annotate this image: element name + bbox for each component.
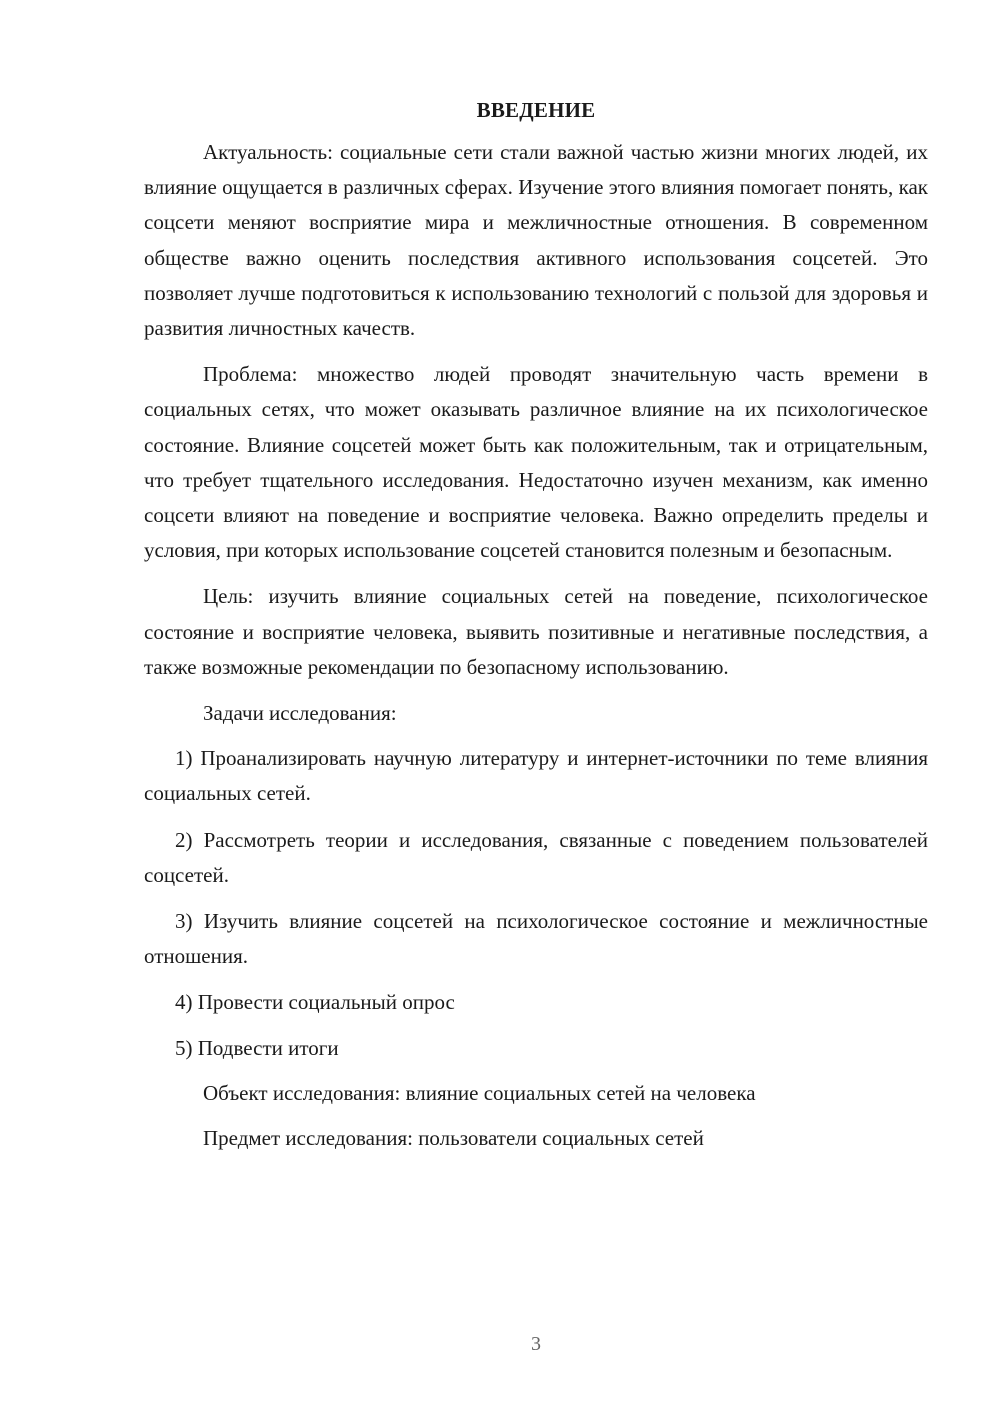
task-item-4: 4) Провести социальный опрос	[175, 990, 455, 1015]
task-item-1: 1) Проанализировать научную литературу и интернет-источники по теме влияния социальных сетей.	[144, 746, 928, 806]
problem-paragraph: Проблема: множество людей проводят значительную часть времени в социальных сетях, что может оказывать различное влияние на их психологическое состояние. Влияние соцсетей может быть как положительным, так и отрицательным, что требует тщательного исследования. Недостаточно изучен механизм, как именно соцсети влияют на поведение и восприятие человека. Важно определить пределы и условия, при которых использование соцсетей становится полезным и безопасным.	[144, 362, 928, 563]
research-subject: Предмет исследования: пользователи социальных сетей	[203, 1126, 704, 1151]
task-item-3: 3) Изучить влияние соцсетей на психологическое состояние и межличностные отношения.	[144, 909, 928, 969]
research-object: Объект исследования: влияние социальных сетей на человека	[203, 1080, 756, 1105]
page-number: 3	[531, 1333, 541, 1355]
task-item-5: 5) Подвести итоги	[175, 1035, 339, 1060]
goal-paragraph: Цель: изучить влияние социальных сетей на поведение, психологическое состояние и восприятие человека, выявить позитивные и негативные последствия, а также возможные рекомендации по безопасному использованию.	[144, 584, 928, 679]
document-page	[144, 96, 928, 1166]
relevance-paragraph: Актуальность: социальные сети стали важной частью жизни многих людей, их влияние ощущается в различных сферах. Изучение этого влияния помогает понять, как соцсети меняют восприятие мира и межличностные отношения. В современном обществе важно оценить последствия активного использования соцсетей. Это позволяет лучше подготовиться к использованию технологий с пользой для здоровья и развития личностных качеств.	[144, 140, 928, 341]
tasks-heading: Задачи исследования:	[203, 701, 397, 726]
task-item-2: 2) Рассмотреть теории и исследования, связанные с поведением пользователей соцсетей.	[144, 827, 928, 887]
section-title: ВВЕДЕНИЕ	[476, 98, 596, 122]
